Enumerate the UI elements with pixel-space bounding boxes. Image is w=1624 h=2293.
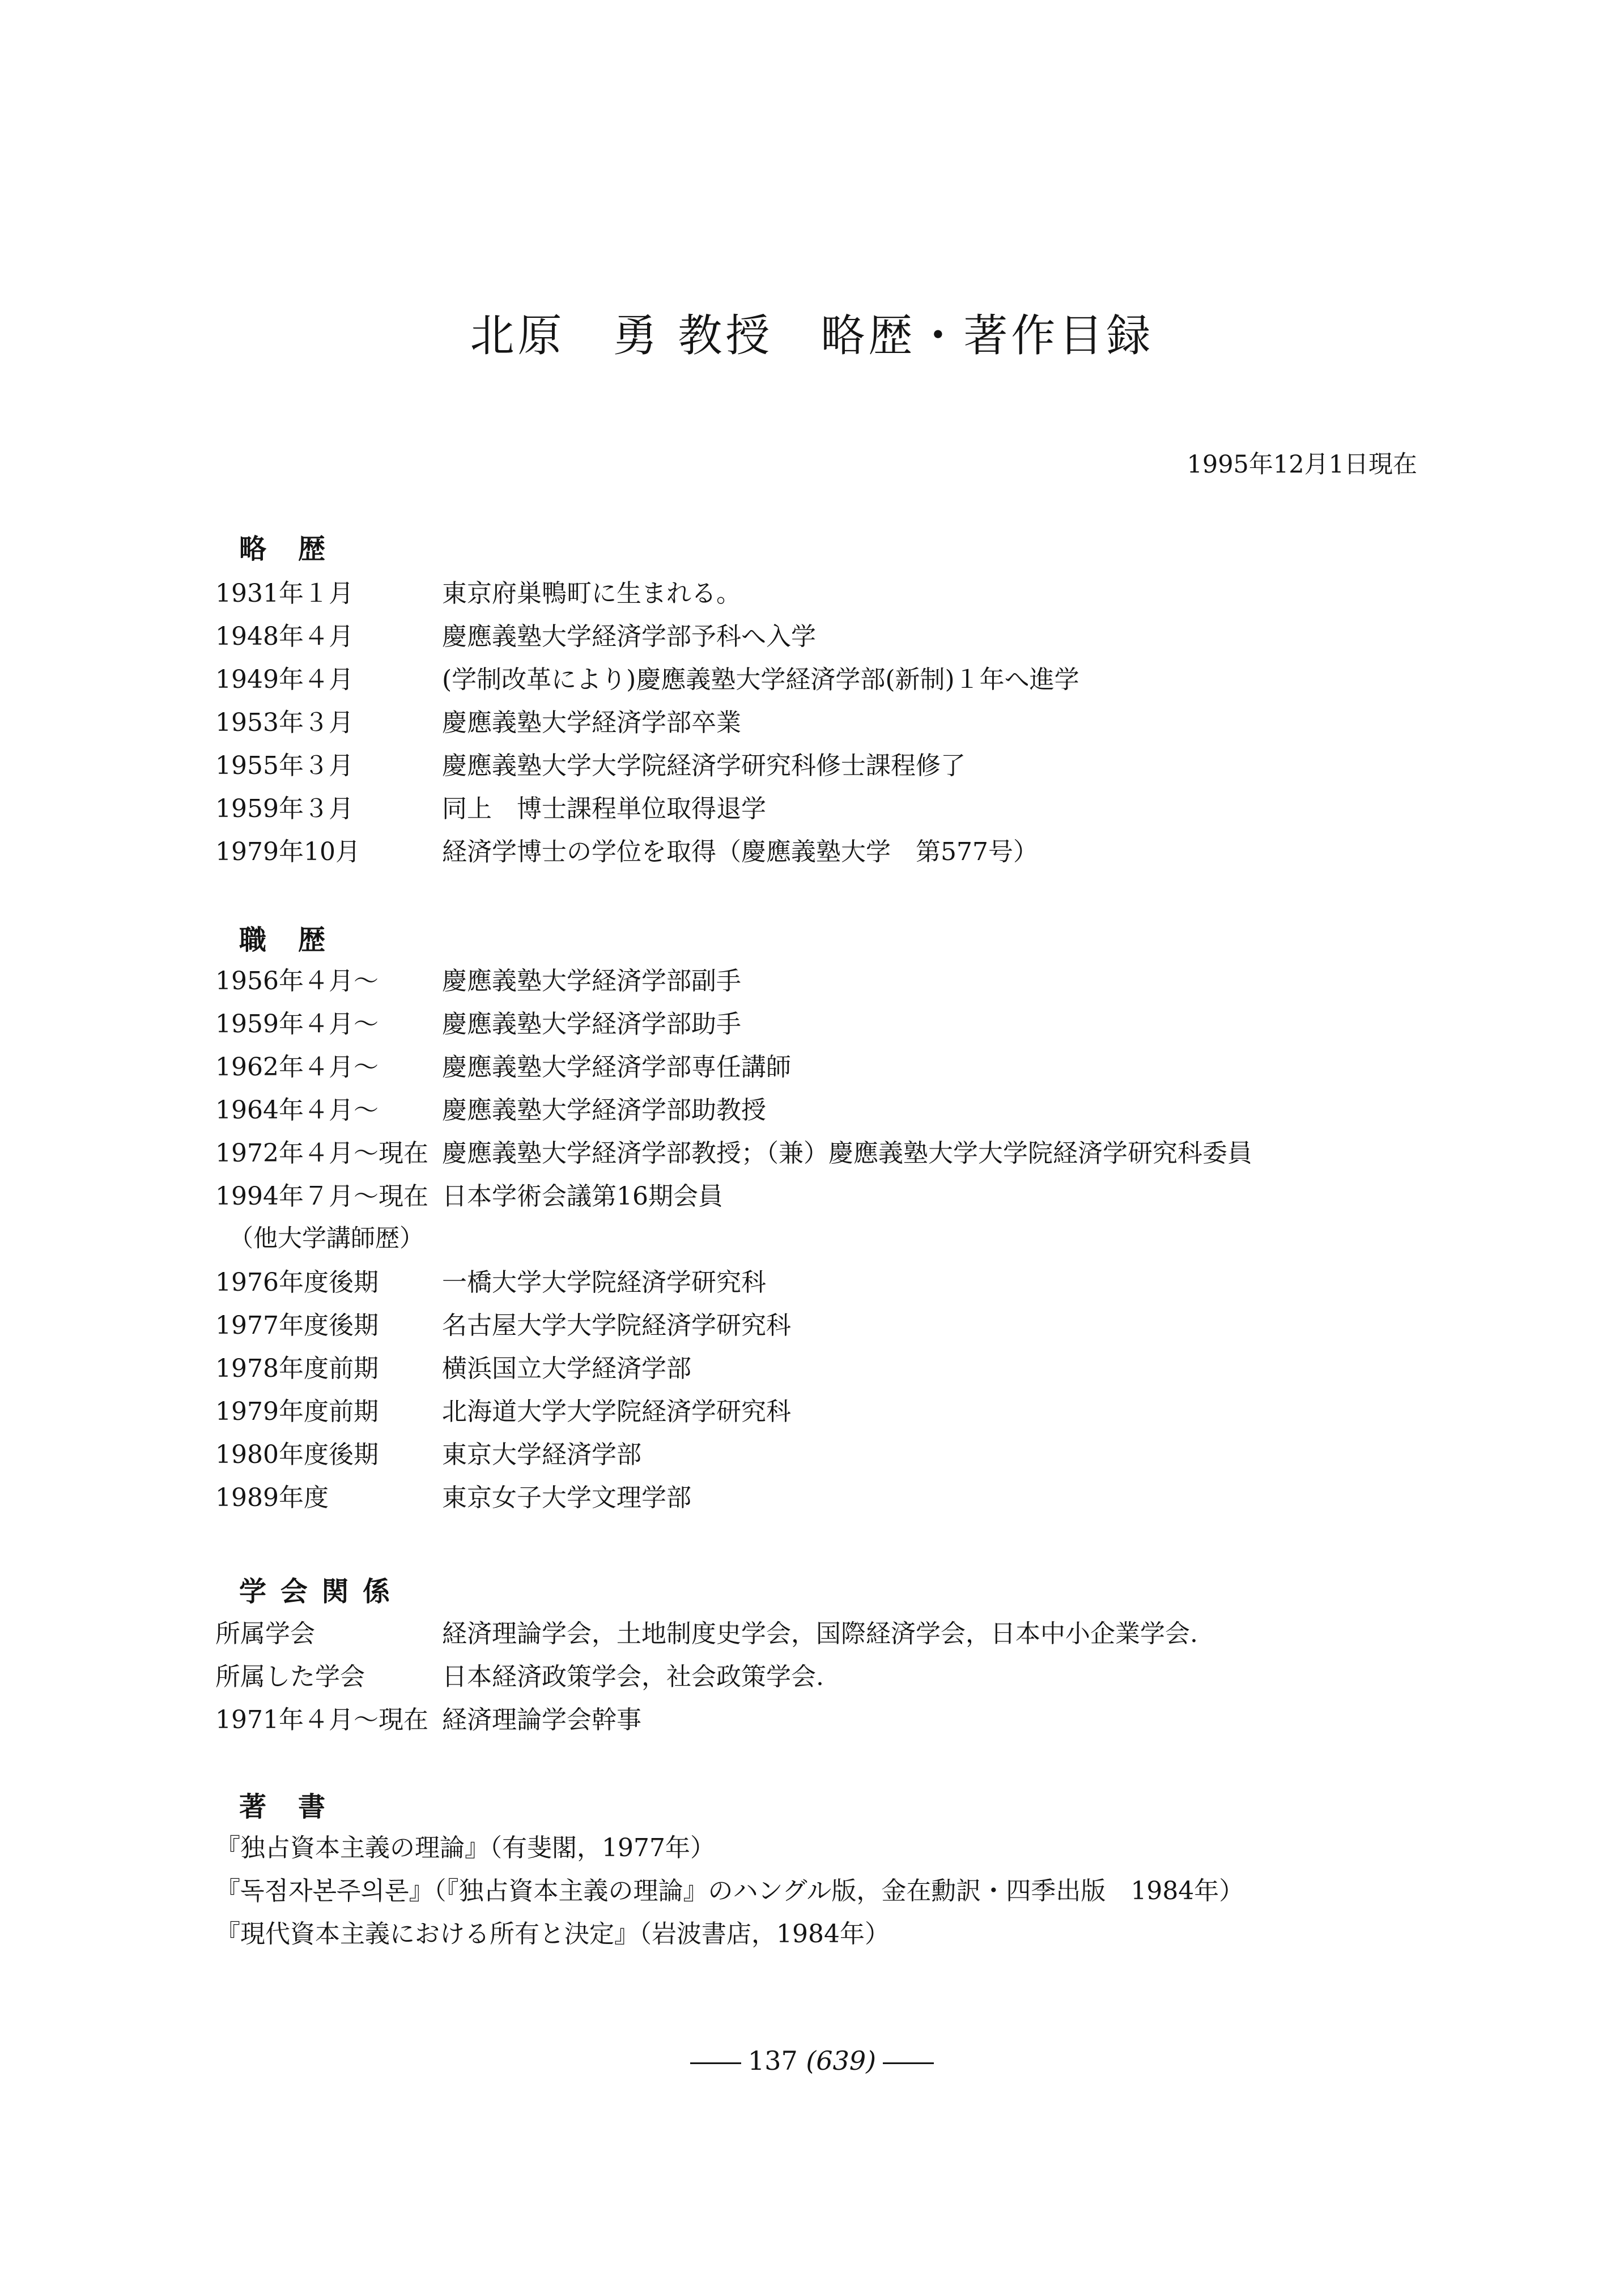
entry-text: (学制改革により)慶應義塾大学経済学部(新制)１年へ進学 <box>442 665 1079 694</box>
entry-date: 1972年４月～現在 <box>215 1139 428 1168</box>
entry-date: 1989年度 <box>215 1483 329 1512</box>
as-of-date: 1995年12月1日現在 <box>1187 450 1417 479</box>
page-title: 北原 勇 教授 略歴・著作目録 <box>470 310 1154 361</box>
societies-section <box>215 1569 1428 1751</box>
entry-text: 経済学博士の学位を取得（慶應義塾大学 第577号） <box>442 837 1038 866</box>
entry-date: 1976年度後期 <box>215 1268 379 1297</box>
entry-date: 1956年４月～ <box>215 967 379 996</box>
entry-text: 東京大学経済学部 <box>442 1440 641 1469</box>
section-heading: 著 書 <box>239 1791 328 1823</box>
page-number: 137 <box>747 2045 798 2076</box>
entry-text: 日本経済政策学会，社会政策学会. <box>442 1662 824 1691</box>
entry-date: 1959年３月 <box>215 794 354 823</box>
entry-date: 1980年度後期 <box>215 1440 379 1469</box>
entry-text: 東京府巣鴨町に生まれる。 <box>442 579 741 608</box>
entry-date: 1949年４月 <box>215 665 354 694</box>
entry-date: 1964年４月～ <box>215 1096 379 1125</box>
entry-text: 北海道大学大学院経済学研究科 <box>442 1397 791 1426</box>
entry-date: 1953年３月 <box>215 708 354 737</box>
entry-label: 所属した学会 <box>215 1662 365 1691</box>
entry-date: 1931年１月 <box>215 579 354 608</box>
entry-text: 東京女子大学文理学部 <box>442 1483 691 1512</box>
entry-text: 経済理論学会幹事 <box>442 1705 641 1734</box>
footer-rule-right <box>883 2062 934 2064</box>
page-footer <box>0 2045 1624 2076</box>
entry-text: 慶應義塾大学大学院経済学研究科修士課程修了 <box>442 751 966 780</box>
books-section <box>215 1785 1428 1966</box>
book-entry: 『독점자본주의론』（『独占資本主義の理論』のハングル版，金在勳訳・四季出版 1984年） <box>215 1877 1244 1905</box>
entry-date: 1978年度前期 <box>215 1354 379 1383</box>
entry-text: 経済理論学会，土地制度史学会，国際経済学会，日本中小企業学会. <box>442 1619 1198 1648</box>
entry-date: 1955年３月 <box>215 751 354 780</box>
entry-date: 1962年４月～ <box>215 1053 379 1082</box>
entry-text: 慶應義塾大学経済学部助手 <box>442 1010 741 1039</box>
entry-date: 1977年度後期 <box>215 1311 379 1340</box>
section-heading: 学 会 関 係 <box>239 1576 393 1607</box>
entry-label: 所属学会 <box>215 1619 315 1648</box>
entry-date: 1979年10月 <box>215 837 360 866</box>
entry-text: 日本学術会議第16期会員 <box>442 1182 723 1211</box>
entry-text: 慶應義塾大学経済学部助教授 <box>442 1096 766 1125</box>
footer-rule-left <box>690 2062 741 2064</box>
entry-date: 1979年度前期 <box>215 1397 379 1426</box>
entry-text: 慶應義塾大学経済学部予科へ入学 <box>442 622 816 651</box>
entry-text: 慶應義塾大学経済学部卒業 <box>442 708 741 737</box>
entry-text: 慶應義塾大学経済学部副手 <box>442 967 741 996</box>
entry-text: 慶應義塾大学経済学部教授；（兼）慶應義塾大学大学院経済学研究科委員 <box>442 1139 1252 1168</box>
book-entry: 『独占資本主義の理論』（有斐閣，1977年） <box>215 1833 715 1862</box>
other-universities-heading: （他大学講師歴） <box>229 1224 424 1253</box>
entry-text: 横浜国立大学経済学部 <box>442 1354 691 1383</box>
entry-date: 1994年７月～現在 <box>215 1182 428 1211</box>
entry-text: 一橋大学大学院経済学研究科 <box>442 1268 766 1297</box>
entry-label: 1971年４月～現在 <box>215 1705 428 1734</box>
original-page-number: (639) <box>806 2045 877 2076</box>
section-heading: 職 歴 <box>239 924 328 956</box>
entry-date: 1959年４月～ <box>215 1010 379 1039</box>
entry-text: 慶應義塾大学経済学部専任講師 <box>442 1053 791 1082</box>
entry-text: 名古屋大学大学院経済学研究科 <box>442 1311 791 1340</box>
career-summary-section <box>215 527 1428 867</box>
entry-date: 1948年４月 <box>215 622 354 651</box>
employment-section <box>215 918 1428 1513</box>
entry-text: 同上 博士課程単位取得退学 <box>442 794 766 823</box>
section-heading: 略 歴 <box>239 533 328 565</box>
book-entry: 『現代資本主義における所有と決定』（岩波書店，1984年） <box>215 1920 890 1949</box>
